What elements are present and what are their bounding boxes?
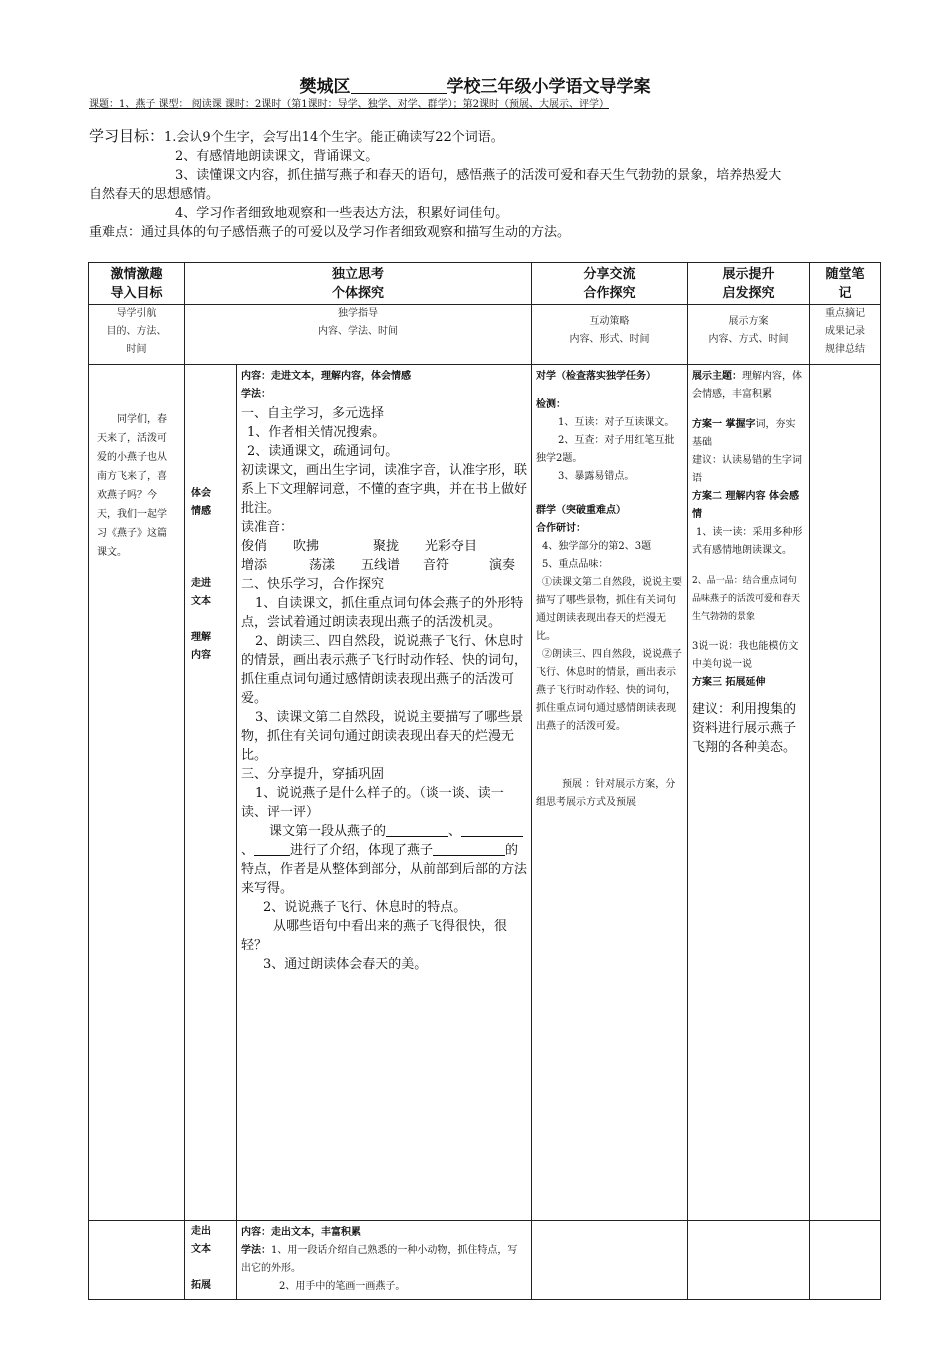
page-title	[0, 72, 950, 97]
goal-item: 1.会认9个生字，会写出14个生字。能正确读写22个词语。	[164, 130, 504, 145]
goal-item: 3、读懂课文内容，抓住描写燕子和春天的语句，感悟燕子的活泼可爱和春天生气勃勃的景象，培养热爱大	[175, 168, 782, 183]
title-suffix: 学校三年级小学语文导学案	[446, 77, 651, 97]
header-cell: 独立思考 个体探究	[185, 263, 532, 305]
goal-item: 2、有感情地朗读课文，背诵课文。	[175, 149, 379, 164]
header-cell: 激情激趣 导入目标	[89, 263, 185, 305]
solo-study-cell: 内容：走进文本，理解内容，体会情感 学法： 一、自主学习，多元选择 1、作者相关情况搜索。 2、读通课文，疏通词句。 初读课文，画出生字词，读准字音，认准字形，联系上下文理解词意，不懂的查字典，并在书上做好批注。 读准音： 俊俏 吹拂 聚拢 光彩夺目 增添 荡漾 五线谱 音符 演奏 二、快乐学习，合作探究 1、自读课文，抓住重点词句体会燕子的外形特点，尝试着通过朗读表现出燕子的活泼机灵。 2、朗读三、四自然段，说说燕子飞行、休息时的情景，画出表示燕子飞行时动作轻、快的词句，抓住重点词句通过感情朗读表现出燕子的活泼可爱。 3、读课文第二自然段，说说主要描写了哪些景物，抓住有关词句通过朗读表现出春天的烂漫无比。 三、分享提升，穿插巩固 1、说说燕子是什么样子的。（谈一谈、读一读、评一评） 课文第一段从燕子的 、、 进行了介绍，体现了燕子 的特点，作者是从整体到部分，从前部到后部的方法来写得。 2、说说燕子飞行、休息时的特点。 从哪些语句中看出来的燕子飞得很快，很轻？ 3、通过朗读体会春天的美。	[237, 365, 532, 1221]
notes-cell	[810, 365, 881, 1221]
subheader-cell: 重点摘记 成果记录 规律总结	[810, 305, 881, 365]
vocab-line-2: 增添 荡漾 五线谱 音符 演奏	[241, 558, 516, 573]
learning-goals	[89, 127, 874, 242]
goals-heading: 学习目标：	[89, 127, 165, 145]
lesson-table	[88, 262, 881, 1300]
intro-cell	[89, 365, 185, 1221]
intro-text: 同学们，春天来了，活泼可爱的小燕子也从南方飞来了，喜欢燕子吗？今天，我们一起学习《燕子》这篇课文。	[97, 414, 167, 558]
table-subheader-row	[89, 305, 881, 365]
table-bottom-row	[89, 1221, 881, 1300]
course-meta-line: 课题：1、燕子 课型： 阅读课 课时：2课时（第1课时：导学、独学、对学、群学）；第2课时（预展、大展示、评学）	[89, 99, 609, 110]
show-plan-cell: 展示主题：理解内容，体会情感，丰富积累 方案一 掌握字词，夯实基础 建议：认读易错的生字词语 方案二 理解内容 体会感情 1、读一读：采用多种形式有感情地朗读课文。 2、品一品：结合重点词句品味燕子的活泼可爱和春天生气勃勃的景象 3说一说：我也能模仿文中美句说一说 方案三 拓展延伸 建议：利用搜集的资料进行展示燕子飞翔的各种美态。	[688, 365, 810, 1221]
solo-content: 内容：走进文本，理解内容，体会情感	[241, 371, 411, 382]
fill-blank-sentence: 课文第一段从燕子的 、、 进行了介绍，体现了燕子 的特点，作者是从整体到部分，从前部到后部的方法来写得。	[241, 824, 528, 896]
subheader-cell: 展示方案 内容、方式、时间	[688, 305, 810, 365]
header-cell: 随堂笔 记	[810, 263, 881, 305]
coop-study-cell: 对学（检查落实独学任务） 检测： 1、互读：对子互读课文。 2、互查：对子用红笔互批独学2题。 3、暴露易错点。 群学（突破重难点） 合作研讨： 4、独学部分的第2、3题 5、重点品味： ①读课文第二自然段，说说主要描写了哪些景物，抓住有关词句通过朗读表现出春天的烂漫无比。 ②朗读三、四自然段，说说燕子飞行、休息时的情景，画出表示燕子飞行时动作轻、快的词句，抓住重点词句通过感情朗读表现出燕子的活泼可爱。 预展 ：针对展示方案，分组思考展示方式及预展	[532, 365, 688, 1221]
goal-item: 自然春天的思想感情。	[89, 187, 220, 202]
header-cell: 分享交流 合作探究	[532, 263, 688, 305]
bottom-empty-cell	[532, 1221, 688, 1300]
bottom-empty-cell	[89, 1221, 185, 1300]
bottom-empty-cell	[688, 1221, 810, 1300]
table-header-row	[89, 263, 881, 305]
table-main-row	[89, 365, 881, 1221]
solo-method: 学法：	[241, 389, 271, 400]
subheader-cell: 独学指导 内容、学法、时间	[185, 305, 532, 365]
key-points: 重难点：通过具体的句子感悟燕子的可爱以及学习作者细致观察和描写生动的方法。	[89, 225, 571, 240]
subheader-cell: 导学引航 目的、方法、 时间	[89, 305, 185, 365]
vocab-line-1: 俊俏 吹拂 聚拢 光彩夺目	[241, 539, 478, 554]
title-prefix: 樊城区	[299, 77, 351, 97]
school-name-blank	[351, 77, 447, 94]
bottom-empty-cell	[810, 1221, 881, 1300]
stage-label-cell: 体会 情感 走进 文本 理解 内容	[185, 365, 237, 1221]
extension-cell: 内容：走出文本，丰富积累 学法：1、用一段话介绍自己熟悉的一种小动物，抓住特点，写出它的外形。 2、用手中的笔画一画燕子。	[237, 1221, 532, 1300]
stage2-label-cell: 走出 文本 拓展	[185, 1221, 237, 1300]
goal-item: 4、学习作者细致地观察和一些表达方法，积累好词佳句。	[175, 206, 509, 221]
subheader-cell: 互动策略 内容、形式、时间	[532, 305, 688, 365]
header-cell: 展示提升 启发探究	[688, 263, 810, 305]
